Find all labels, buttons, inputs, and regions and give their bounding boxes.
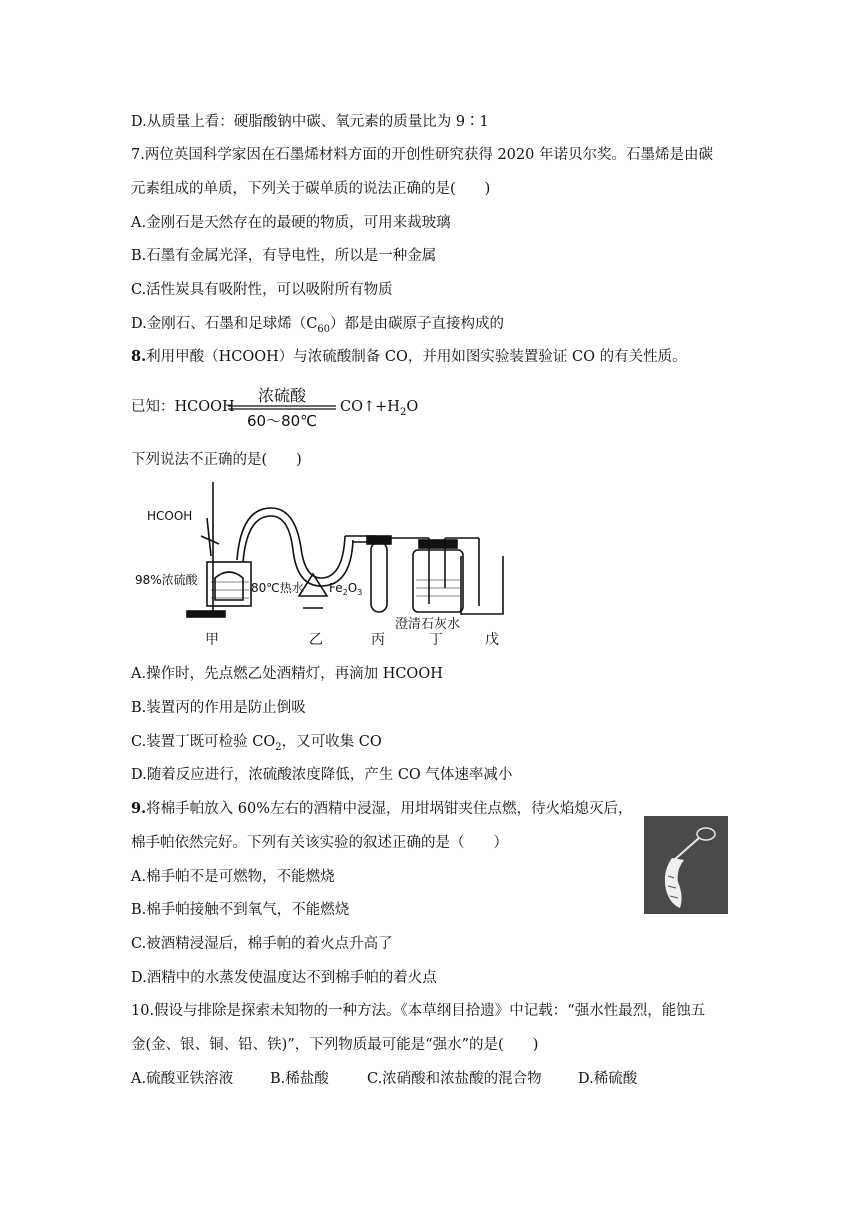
- station-ding: 丁: [429, 632, 443, 648]
- q9-stem-line-1: 9.将棉手帕放入 60%左右的酒精中浸湿，用坩埚钳夹住点燃，待火焰熄灭后，: [131, 800, 633, 817]
- q7-option-b: B.石墨有金属光泽，有导电性，所以是一种金属: [131, 248, 437, 264]
- q8-stem: 8.利用甲酸（HCOOH）与浓硫酸制备 CO，并用如图实验装置验证 CO 的有关性质。: [131, 348, 687, 365]
- q10-stem-line-1: 10.假设与排除是探索未知物的一种方法。《本草纲目拾遗》中记载：“强水性最烈，能蚀五: [131, 1003, 706, 1019]
- q10-option-a: A.硫酸亚铁溶液: [131, 1071, 234, 1087]
- q8-known-product: $CO↑+H_2O$: [340, 399, 419, 418]
- q8-option-a: A.操作时，先点燃乙处酒精灯，再滴加 HCOOH: [131, 666, 443, 682]
- station-yi: 乙: [309, 632, 323, 648]
- q8-option-d: D.随着反应进行，浓硫酸浓度降低，产生 CO 气体速率减小: [131, 767, 513, 783]
- station-jia: 甲: [205, 632, 219, 648]
- q7-option-d: D.金刚石、石墨和足球烯$(C_{60})$都是由碳原子直接构成的: [131, 316, 505, 335]
- q9-option-c: C.被酒精浸湿后，棉手帕的着火点升高了: [131, 936, 393, 952]
- q8-option-c: C.装置丁既可检验 $CO_2$，又可收集 CO: [131, 734, 382, 753]
- label-acid: 98%浓硫酸: [135, 573, 198, 587]
- burning-handkerchief-photo: [644, 816, 728, 914]
- q10-stem-line-2: 金(金、银、铜、铅、铁)”，下列物质最可能是“强水”的是( ): [131, 1037, 539, 1053]
- station-bing: 丙: [371, 632, 385, 648]
- q6-option-d: D.从质量上看：硬脂酸钠中碳、氧元素的质量比为 9∶1: [131, 114, 489, 130]
- label-hcooh: HCOOH: [147, 509, 193, 523]
- q10-option-c: C.浓硝酸和浓盐酸的混合物: [367, 1071, 542, 1087]
- q10-option-b: B.稀盐酸: [270, 1071, 329, 1087]
- q8-number: 8.: [131, 348, 147, 365]
- experiment-apparatus-figure: [133, 478, 509, 648]
- q7-stem-line-1: 7.两位英国科学家因在石墨烯材料方面的开创性研究获得 2020 年诺贝尔奖。石墨烯是由碳: [131, 147, 713, 163]
- q8-known-prefix: 已知：HCOOH: [131, 399, 235, 415]
- q9-option-b: B.棉手帕接触不到氧气，不能燃烧: [131, 902, 350, 918]
- reaction-condition: [226, 384, 338, 430]
- q7-option-c: C.活性炭具有吸附性，可以吸附所有物质: [131, 282, 393, 298]
- q10-option-d: D.稀硫酸: [578, 1071, 638, 1087]
- q8-question: 下列说法不正确的是( ): [131, 452, 302, 468]
- station-wu: 戊: [485, 632, 499, 648]
- q9-option-d: D.酒精中的水蒸发使温度达不到棉手帕的着火点: [131, 970, 437, 986]
- label-hotwater: 80℃热水: [251, 581, 304, 595]
- q9-option-a: A.棉手帕不是可燃物，不能燃烧: [131, 869, 335, 885]
- q8-option-b: B.装置丙的作用是防止倒吸: [131, 700, 306, 716]
- q7-option-a: A.金刚石是天然存在的最硬的物质，可用来裁玻璃: [131, 215, 451, 231]
- condition-top: 浓硫酸: [257, 386, 307, 405]
- q7-stem-line-2: 元素组成的单质，下列关于碳单质的说法正确的是( ): [131, 181, 491, 197]
- q9-stem-line-2: 棉手帕依然完好。下列有关该实验的叙述正确的是（ ）: [131, 835, 508, 851]
- label-fe2o3: $Fe_2O_3$: [329, 581, 363, 597]
- label-limewater: 澄清石灰水: [395, 617, 461, 632]
- condition-bottom: 60～80℃: [246, 412, 318, 430]
- q9-number: 9.: [131, 800, 147, 817]
